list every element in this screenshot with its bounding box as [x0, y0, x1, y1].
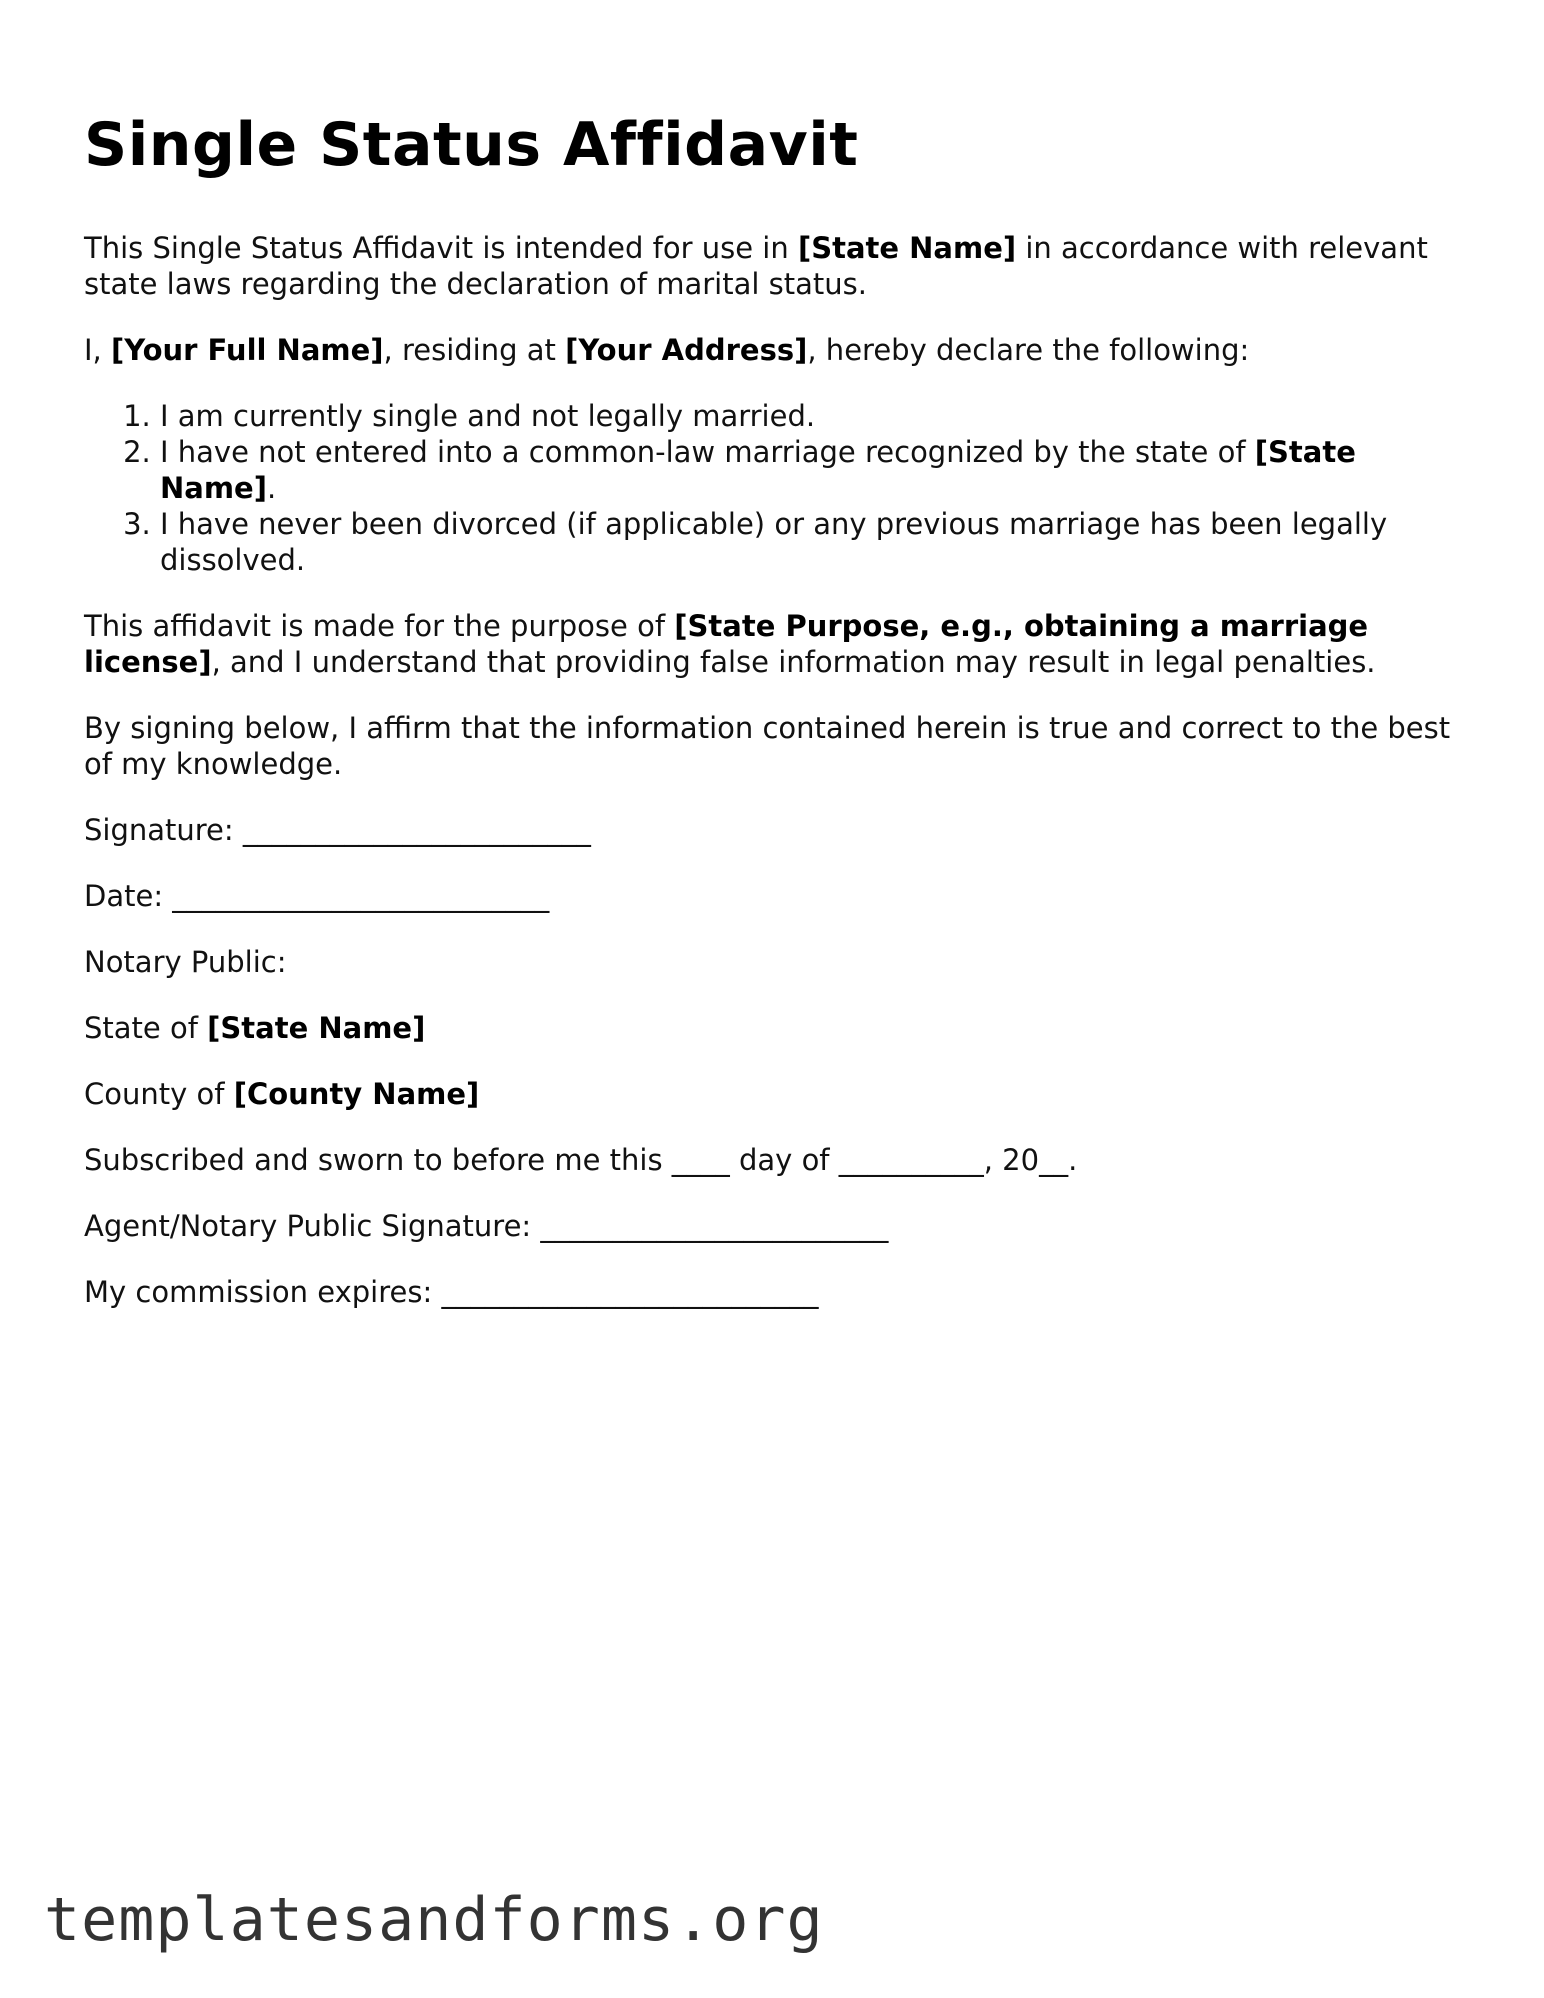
- affirm-paragraph: By signing below, I affirm that the information contained herein is true and correct to the best of my knowledge.: [84, 711, 1451, 781]
- purpose-placeholder: [State Purpose, e.g., obtaining a marriage license]: [84, 609, 1369, 679]
- state-line-placeholder: [State Name]: [207, 1011, 426, 1045]
- intro-text-pre: This Single Status Affidavit is intended for use in: [84, 231, 798, 265]
- list-item: [160, 398, 1464, 434]
- list-item-1-text: I am currently single and not legally married.: [160, 399, 816, 433]
- declaration-text-pre: I,: [84, 333, 111, 367]
- intro-text-post: in accordance with relevant state laws regarding the declaration of marital status.: [84, 231, 1428, 301]
- county-line-label: County of: [84, 1077, 234, 1111]
- page-title: Single Status Affidavit: [84, 110, 859, 180]
- document-page: [84, 100, 1464, 1340]
- list-item: [160, 506, 1464, 578]
- county-line-placeholder: [County Name]: [233, 1077, 480, 1111]
- watermark: templatesandforms.org: [44, 1885, 824, 1955]
- declaration-text-post: , hereby declare the following:: [807, 333, 1250, 367]
- list-item-2-text: I have not entered into a common-law marriage recognized by the state of: [160, 435, 1255, 469]
- intro-state-placeholder: [State Name]: [797, 231, 1017, 265]
- signature-line: Signature: ________________________: [84, 813, 591, 847]
- address-placeholder: [Your Address]: [565, 333, 808, 367]
- state-line-label: State of: [84, 1011, 208, 1045]
- state-line: [84, 1010, 1464, 1046]
- full-name-placeholder: [Your Full Name]: [111, 333, 384, 367]
- purpose-text-pre: This affidavit is made for the purpose of: [84, 609, 675, 643]
- purpose-text-post: , and I understand that providing false information may result in legal penalties.: [211, 645, 1376, 679]
- county-line: [84, 1076, 1464, 1112]
- date-line: Date: __________________________: [84, 879, 550, 913]
- purpose-paragraph: [84, 608, 1464, 680]
- declaration-text-mid: , residing at: [383, 333, 566, 367]
- list-item-2-period: .: [266, 471, 277, 505]
- list-item-2-state-placeholder: [State Name]: [160, 435, 1356, 505]
- intro-paragraph: [84, 230, 1464, 302]
- notary-public-label: Notary Public:: [84, 945, 287, 979]
- subscribed-line: Subscribed and sworn to before me this ____ day of __________, 20__.: [84, 1143, 1078, 1177]
- declaration-paragraph: [84, 332, 1464, 368]
- declaration-list: [84, 398, 1464, 578]
- commission-line: My commission expires: __________________________: [84, 1275, 819, 1309]
- list-item: [160, 434, 1464, 506]
- list-item-3-text: I have never been divorced (if applicable) or any previous marriage has been legally dissolved.: [160, 507, 1388, 577]
- agent-signature-line: Agent/Notary Public Signature: ________________________: [84, 1209, 889, 1243]
